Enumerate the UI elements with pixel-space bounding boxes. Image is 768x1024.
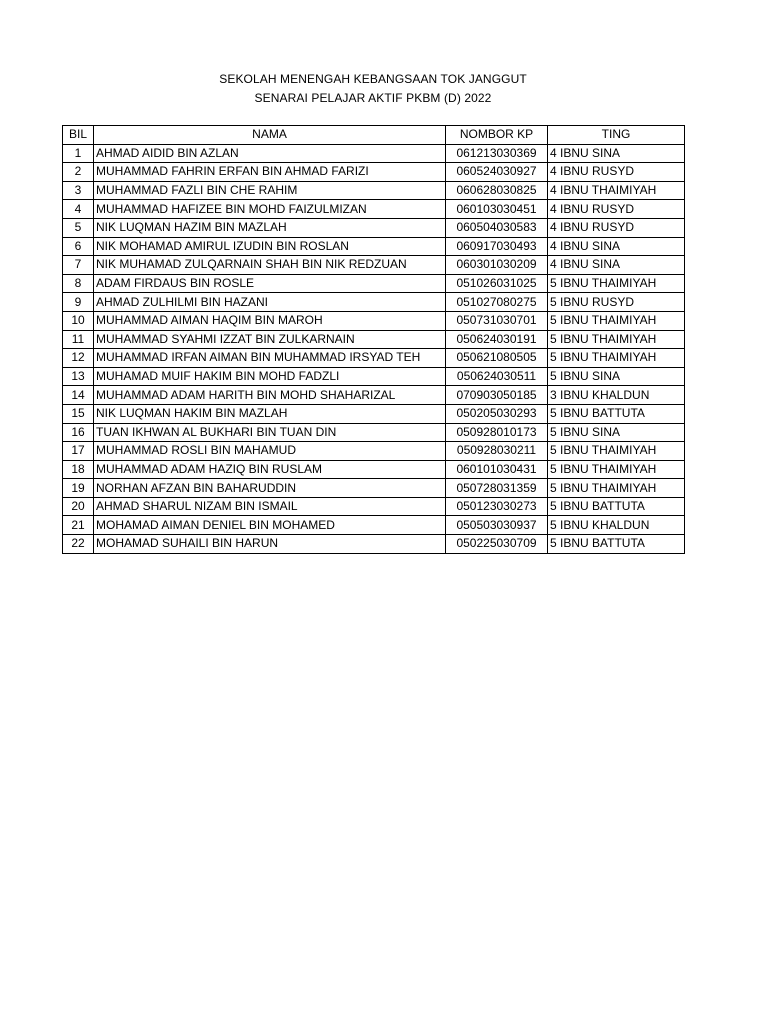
student-name-cell: NIK LUQMAN HAKIM BIN MAZLAH: [94, 404, 446, 423]
student-name-cell: ADAM FIRDAUS BIN ROSLE: [94, 274, 446, 293]
row-number-cell: 8: [63, 274, 94, 293]
row-number-cell: 15: [63, 404, 94, 423]
class-name-cell: 5 IBNU THAIMIYAH: [548, 311, 685, 330]
ic-number-cell: 050624030511: [446, 367, 548, 386]
student-name-cell: AHMAD ZULHILMI BIN HAZANI: [94, 293, 446, 312]
ic-number-cell: 051026031025: [446, 274, 548, 293]
class-name-cell: 5 IBNU RUSYD: [548, 293, 685, 312]
student-name-cell: NIK MOHAMAD AMIRUL IZUDIN BIN ROSLAN: [94, 237, 446, 256]
row-number-cell: 13: [63, 367, 94, 386]
student-name-cell: NORHAN AFZAN BIN BAHARUDDIN: [94, 479, 446, 498]
student-name-cell: AHMAD SHARUL NIZAM BIN ISMAIL: [94, 497, 446, 516]
class-name-cell: 4 IBNU SINA: [548, 237, 685, 256]
table-row: [63, 163, 685, 182]
table-row: [63, 181, 685, 200]
ic-number-cell: 050123030273: [446, 497, 548, 516]
row-number-cell: 21: [63, 516, 94, 535]
table-row: [63, 367, 685, 386]
row-number-cell: 7: [63, 256, 94, 275]
table-row: [63, 497, 685, 516]
ic-number-cell: 060101030431: [446, 460, 548, 479]
table-row: [63, 293, 685, 312]
ic-number-cell: 060103030451: [446, 200, 548, 219]
table-row: [63, 218, 685, 237]
document-header: [0, 70, 746, 108]
ic-number-cell: 050205030293: [446, 404, 548, 423]
table-header-row: [63, 126, 685, 145]
table-row: [63, 442, 685, 461]
student-name-cell: MUHAMMAD IRFAN AIMAN BIN MUHAMMAD IRSYAD TEH: [94, 349, 446, 368]
ic-number-cell: 050503030937: [446, 516, 548, 535]
class-name-cell: 3 IBNU KHALDUN: [548, 386, 685, 405]
row-number-cell: 3: [63, 181, 94, 200]
table-row: [63, 200, 685, 219]
table-row: [63, 479, 685, 498]
ic-number-cell: 060628030825: [446, 181, 548, 200]
class-name-cell: 5 IBNU KHALDUN: [548, 516, 685, 535]
ic-number-cell: 061213030369: [446, 144, 548, 163]
row-number-cell: 4: [63, 200, 94, 219]
ic-number-cell: 050624030191: [446, 330, 548, 349]
row-number-cell: 17: [63, 442, 94, 461]
student-name-cell: MOHAMAD SUHAILI BIN HARUN: [94, 535, 446, 554]
column-header-ting: TING: [548, 126, 685, 145]
ic-number-cell: 050621080505: [446, 349, 548, 368]
class-name-cell: 5 IBNU SINA: [548, 423, 685, 442]
ic-number-cell: 060917030493: [446, 237, 548, 256]
row-number-cell: 10: [63, 311, 94, 330]
ic-number-cell: 060504030583: [446, 218, 548, 237]
student-name-cell: TUAN IKHWAN AL BUKHARI BIN TUAN DIN: [94, 423, 446, 442]
ic-number-cell: 060524030927: [446, 163, 548, 182]
table-row: [63, 404, 685, 423]
class-name-cell: 4 IBNU THAIMIYAH: [548, 181, 685, 200]
column-header-bil: BIL: [63, 126, 94, 145]
table-row: [63, 237, 685, 256]
column-header-nama: NAMA: [94, 126, 446, 145]
row-number-cell: 18: [63, 460, 94, 479]
column-header-nombor-kp: NOMBOR KP: [446, 126, 548, 145]
class-name-cell: 5 IBNU THAIMIYAH: [548, 330, 685, 349]
row-number-cell: 19: [63, 479, 94, 498]
student-name-cell: AHMAD AIDID BIN AZLAN: [94, 144, 446, 163]
ic-number-cell: 050928030211: [446, 442, 548, 461]
table-body: [63, 144, 685, 553]
student-table: [62, 125, 685, 554]
table-row: [63, 144, 685, 163]
table-row: [63, 460, 685, 479]
class-name-cell: 5 IBNU THAIMIYAH: [548, 274, 685, 293]
class-name-cell: 5 IBNU BATTUTA: [548, 535, 685, 554]
class-name-cell: 4 IBNU RUSYD: [548, 218, 685, 237]
class-name-cell: 5 IBNU SINA: [548, 367, 685, 386]
ic-number-cell: 051027080275: [446, 293, 548, 312]
student-name-cell: MUHAMMAD SYAHMI IZZAT BIN ZULKARNAIN: [94, 330, 446, 349]
table-row: [63, 349, 685, 368]
student-name-cell: MOHAMAD AIMAN DENIEL BIN MOHAMED: [94, 516, 446, 535]
class-name-cell: 5 IBNU THAIMIYAH: [548, 479, 685, 498]
student-name-cell: NIK LUQMAN HAZIM BIN MAZLAH: [94, 218, 446, 237]
class-name-cell: 4 IBNU RUSYD: [548, 200, 685, 219]
class-name-cell: 4 IBNU SINA: [548, 256, 685, 275]
class-name-cell: 4 IBNU SINA: [548, 144, 685, 163]
student-name-cell: MUHAMMAD AIMAN HAQIM BIN MAROH: [94, 311, 446, 330]
row-number-cell: 1: [63, 144, 94, 163]
student-name-cell: NIK MUHAMAD ZULQARNAIN SHAH BIN NIK REDZUAN: [94, 256, 446, 275]
row-number-cell: 16: [63, 423, 94, 442]
ic-number-cell: 050225030709: [446, 535, 548, 554]
ic-number-cell: 060301030209: [446, 256, 548, 275]
row-number-cell: 6: [63, 237, 94, 256]
student-name-cell: MUHAMMAD FAHRIN ERFAN BIN AHMAD FARIZI: [94, 163, 446, 182]
student-name-cell: MUHAMMAD ROSLI BIN MAHAMUD: [94, 442, 446, 461]
row-number-cell: 2: [63, 163, 94, 182]
row-number-cell: 9: [63, 293, 94, 312]
row-number-cell: 14: [63, 386, 94, 405]
table-row: [63, 535, 685, 554]
student-name-cell: MUHAMMAD FAZLI BIN CHE RAHIM: [94, 181, 446, 200]
class-name-cell: 4 IBNU RUSYD: [548, 163, 685, 182]
row-number-cell: 22: [63, 535, 94, 554]
ic-number-cell: 050728031359: [446, 479, 548, 498]
table-row: [63, 330, 685, 349]
row-number-cell: 20: [63, 497, 94, 516]
table-row: [63, 311, 685, 330]
student-name-cell: MUHAMMAD ADAM HAZIQ BIN RUSLAM: [94, 460, 446, 479]
student-name-cell: MUHAMAD MUIF HAKIM BIN MOHD FADZLI: [94, 367, 446, 386]
table-row: [63, 274, 685, 293]
ic-number-cell: 070903050185: [446, 386, 548, 405]
row-number-cell: 11: [63, 330, 94, 349]
class-name-cell: 5 IBNU THAIMIYAH: [548, 349, 685, 368]
student-name-cell: MUHAMMAD HAFIZEE BIN MOHD FAIZULMIZAN: [94, 200, 446, 219]
student-name-cell: MUHAMMAD ADAM HARITH BIN MOHD SHAHARIZAL: [94, 386, 446, 405]
ic-number-cell: 050928010173: [446, 423, 548, 442]
school-name: SEKOLAH MENENGAH KEBANGSAAN TOK JANGGUT: [219, 72, 527, 86]
table-row: [63, 256, 685, 275]
list-title: SENARAI PELAJAR AKTIF PKBM (D) 2022: [254, 91, 492, 105]
row-number-cell: 12: [63, 349, 94, 368]
ic-number-cell: 050731030701: [446, 311, 548, 330]
table-row: [63, 386, 685, 405]
table-row: [63, 423, 685, 442]
class-name-cell: 5 IBNU THAIMIYAH: [548, 460, 685, 479]
class-name-cell: 5 IBNU BATTUTA: [548, 497, 685, 516]
table-row: [63, 516, 685, 535]
row-number-cell: 5: [63, 218, 94, 237]
class-name-cell: 5 IBNU BATTUTA: [548, 404, 685, 423]
class-name-cell: 5 IBNU THAIMIYAH: [548, 442, 685, 461]
